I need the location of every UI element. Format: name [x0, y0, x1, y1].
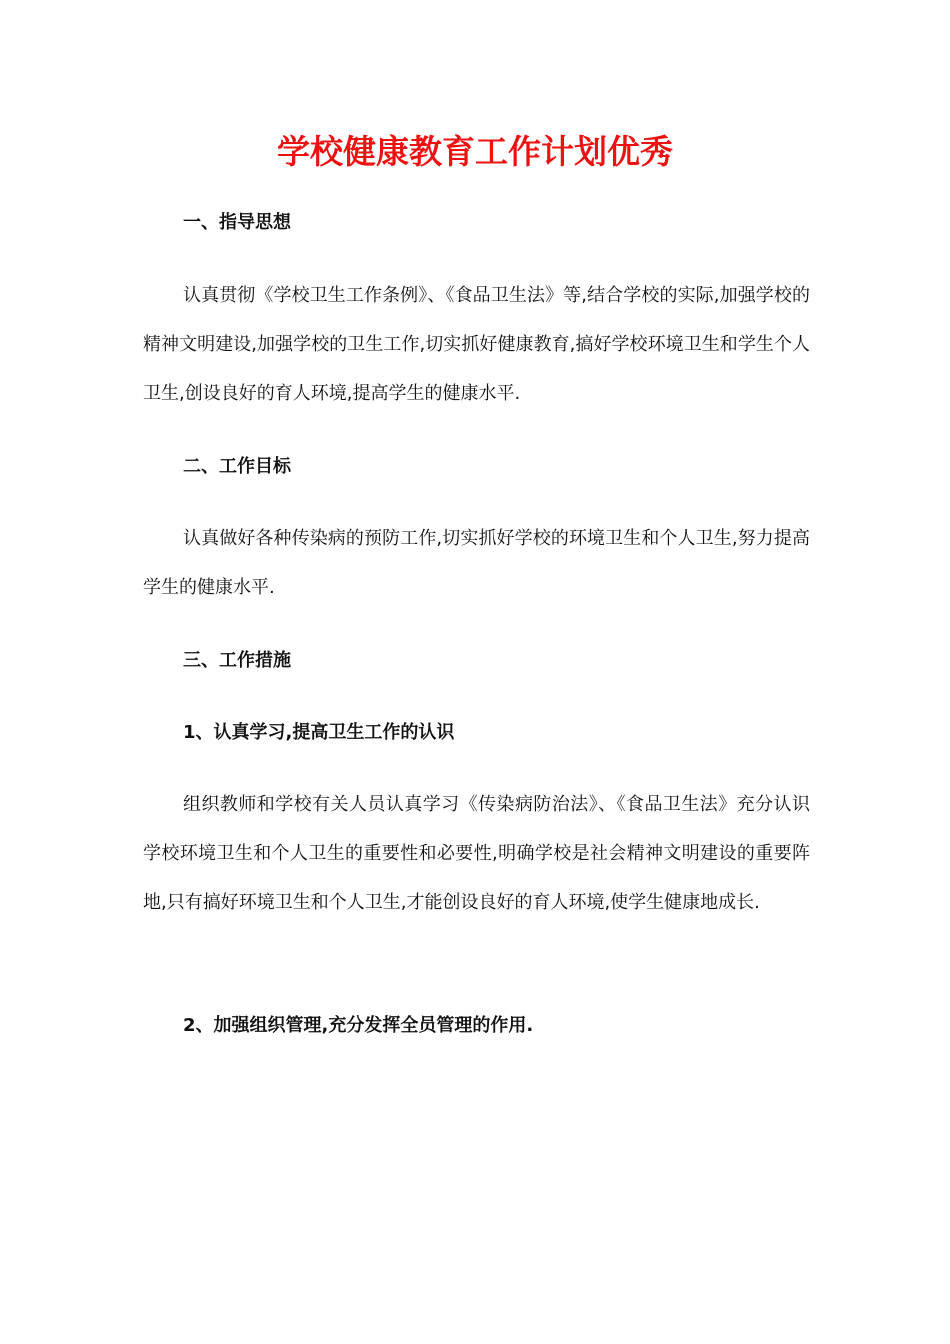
section-heading-guiding-ideology: 一、指导思想: [183, 212, 291, 233]
paragraph-guiding-ideology: 认真贯彻《学校卫生工作条例》、《食品卫生法》等,结合学校的实际,加强学校的精神文明建设,加强学校的卫生工作,切实抓好健康教育,搞好学校环境卫生和学生个人卫生,创设良好的育人环境,提高学生的健康水平.: [143, 285, 810, 404]
subsection-heading-study: 1、认真学习,提高卫生工作的认识: [183, 722, 455, 743]
section-heading-work-measures: 三、工作措施: [183, 650, 291, 671]
paragraph-work-goals: 认真做好各种传染病的预防工作,切实抓好学校的环境卫生和个人卫生,努力提高学生的健康水平.: [143, 528, 810, 598]
section-heading-work-goals: 二、工作目标: [183, 456, 291, 477]
paragraph-study: 组织教师和学校有关人员认真学习《传染病防治法》、《食品卫生法》充分认识学校环境卫生和个人卫生的重要性和必要性,明确学校是社会精神文明建设的重要阵地,只有搞好环境卫生和个人卫生,才能创设良好的育人环境,使学生健康地成长.: [143, 794, 810, 913]
subsection-heading-management: 2、加强组织管理,充分发挥全员管理的作用.: [183, 1015, 534, 1036]
document-title: 学校健康教育工作计划优秀: [277, 132, 673, 171]
